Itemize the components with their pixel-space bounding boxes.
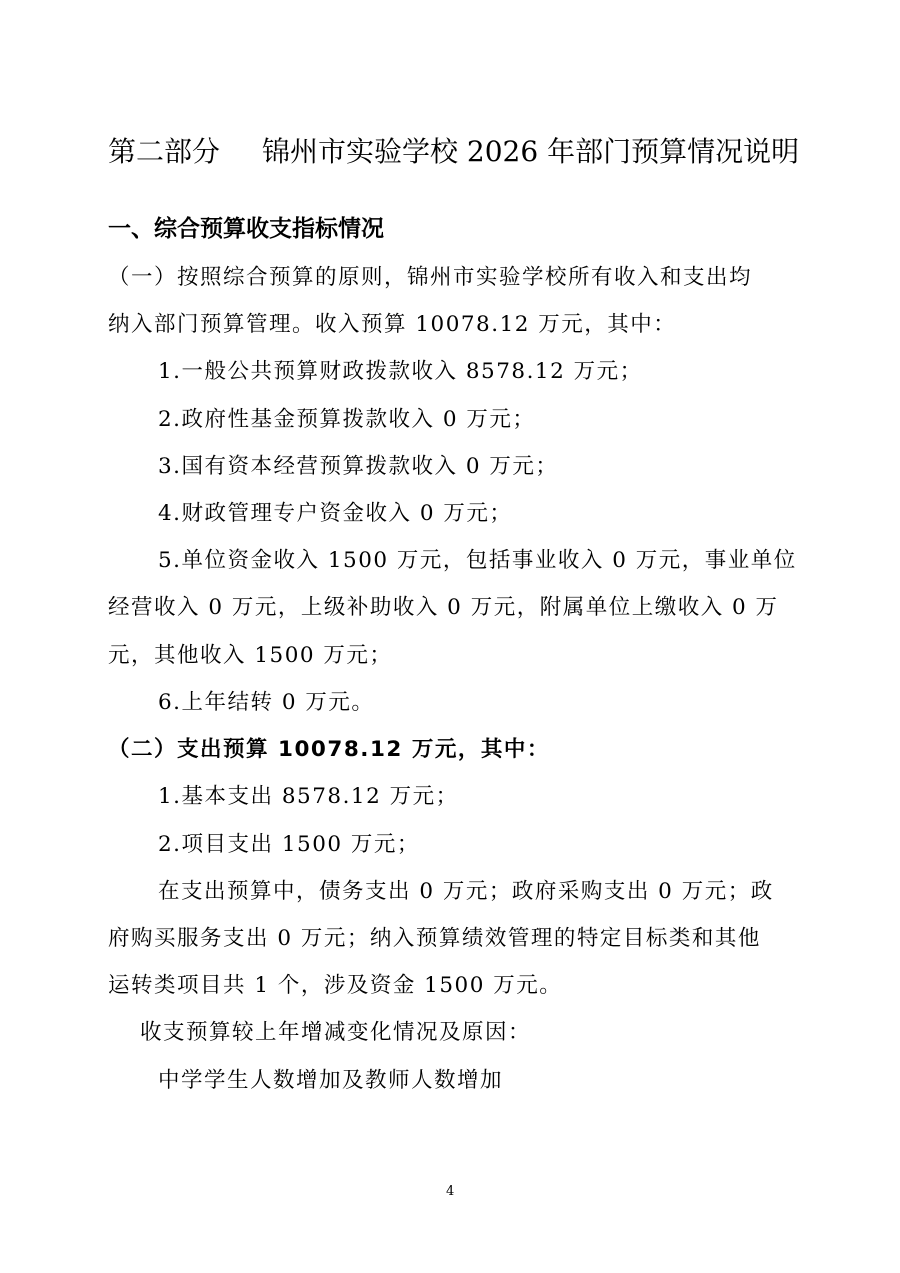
change-reason: 中学学生人数增加及教师人数增加 bbox=[158, 1068, 504, 1093]
title-part: 第二部分 bbox=[108, 135, 221, 168]
income-item-2: 2.政府性基金预算拨款收入 0 万元； bbox=[158, 407, 536, 432]
income-item-3: 3.国有资本经营预算拨款收入 0 万元； bbox=[158, 454, 559, 479]
income-item-5-line-2: 经营收入 0 万元，上级补助收入 0 万元，附属单位上缴收入 0 万 bbox=[108, 595, 779, 620]
sub1-line-1: （一）按照综合预算的原则，锦州市实验学校所有收入和支出均 bbox=[108, 265, 753, 290]
expense-paragraph-line-3: 运转类项目共 1 个，涉及资金 1500 万元。 bbox=[108, 973, 563, 998]
page-title bbox=[108, 134, 799, 170]
expense-paragraph-line-2: 府购买服务支出 0 万元；纳入预算绩效管理的特定目标类和其他 bbox=[108, 926, 761, 951]
sub1-line-2: 纳入部门预算管理。收入预算 10078.12 万元，其中： bbox=[108, 312, 677, 337]
expense-item-2: 2.项目支出 1500 万元； bbox=[158, 832, 420, 857]
income-item-6: 6.上年结转 0 万元。 bbox=[158, 690, 375, 715]
section-heading-1: 一、综合预算收支指标情况 bbox=[108, 216, 384, 242]
income-item-4: 4.财政管理专户资金收入 0 万元； bbox=[158, 501, 513, 526]
title-name: 锦州市实验学校 2026 年部门预算情况说明 bbox=[262, 135, 800, 168]
income-item-5-line-1: 5.单位资金收入 1500 万元，包括事业收入 0 万元，事业单位 bbox=[158, 548, 797, 573]
change-label: 收支预算较上年增减变化情况及原因： bbox=[140, 1020, 532, 1045]
income-item-5-line-3: 元，其他收入 1500 万元； bbox=[108, 643, 393, 668]
expense-item-1: 1.基本支出 8578.12 万元； bbox=[158, 784, 459, 809]
section-heading-2: （二）支出预算 10078.12 万元，其中： bbox=[108, 737, 550, 762]
expense-paragraph-line-1: 在支出预算中，债务支出 0 万元；政府采购支出 0 万元；政 bbox=[158, 879, 774, 904]
page-number: 4 bbox=[446, 1184, 455, 1199]
income-item-1: 1.一般公共预算财政拨款收入 8578.12 万元； bbox=[158, 359, 643, 384]
